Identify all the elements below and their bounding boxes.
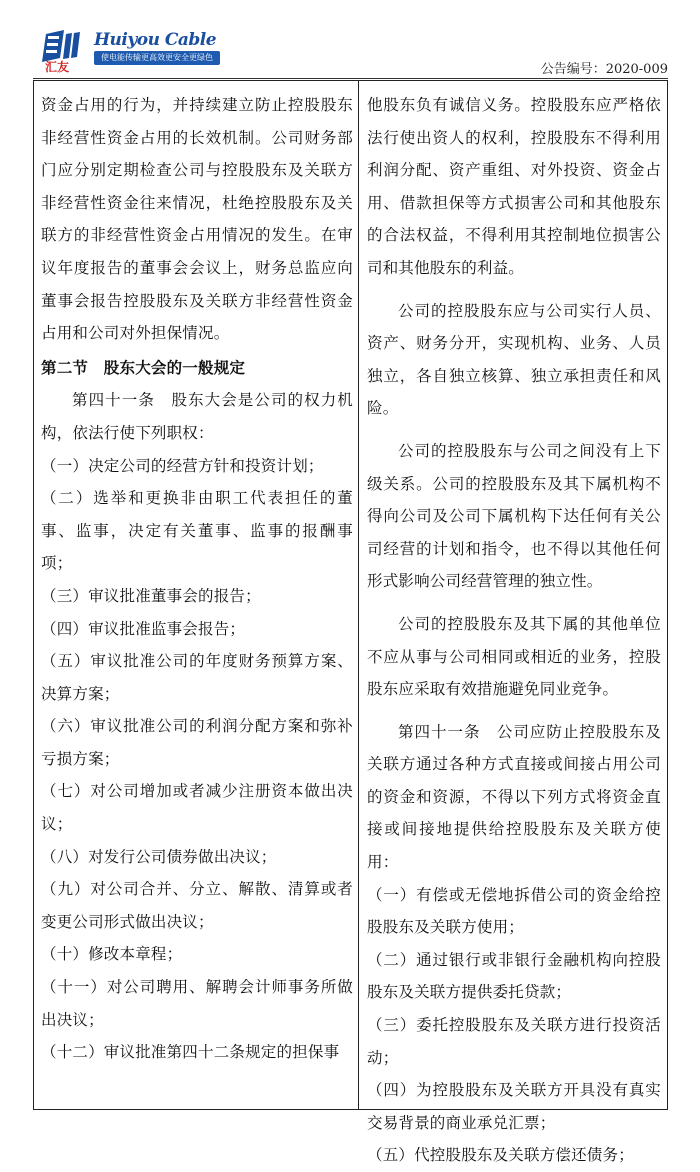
paragraph-competition: 公司的控股股东及其下属的其他单位不应从事与公司相同或相近的业务，控股股东应采取有效措施避免同业竞争。 <box>367 614 661 699</box>
notice-number: 公告编号：2020-009 <box>540 62 668 77</box>
list-item: （七）对公司增加或者减少注册资本做出决议； <box>41 782 353 834</box>
header-rule <box>33 78 668 79</box>
list-item: （三）审议批准董事会的报告； <box>41 586 261 605</box>
paragraph-separation: 公司的控股股东应与公司实行人员、资产、财务分开，实现机构、业务、人员独立，各自独立核算、独立承担责任和风险。 <box>367 301 661 418</box>
list-item: （六）审议批准公司的利润分配方案和弥补亏损方案； <box>41 717 353 768</box>
revised-text-column <box>367 89 661 1172</box>
logo-chinese-name: 汇友 <box>45 60 70 74</box>
list-item: （九）对公司合并、分立、解散、清算或者变更公司形式做出决议； <box>41 880 353 931</box>
paragraph-shareholder-duty: 他股东负有诚信义务。控股股东应严格依法行使出资人的权利，控股股东不得利用利润分配、资产重组、对外投资、资金占用、借款担保等方式损害公司和其他股东的合法权益，不得利用其控制地位损害公司和其他股东的利益。 <box>367 96 661 277</box>
list-item: （五）代控股股东及关联方偿还债务； <box>367 1146 634 1165</box>
section-heading: 第二节 股东大会的一般规定 <box>41 358 246 377</box>
paragraph-fund-occupation: 资金占用的行为，并持续建立防止控股股东非经营性资金占用的长效机制。公司财务部门应分别定期检查公司与控股股东及关联方非经营性资金往来情况，杜绝控股股东及关联方的非经营性资金占用情况的发生。在审议年度报告的董事会会议上，财务总监应向董事会报告控股股东及关联方非经营性资金占用和公司对外担保情况。 <box>41 96 353 343</box>
original-text-column <box>41 89 353 1069</box>
paragraph-independence: 公司的控股股东与公司之间没有上下级关系。公司的控股股东及其下属机构不得向公司及公司下属机构下达任何有关公司经营的计划和指令，也不得以其他任何形式影响公司经营管理的独立性。 <box>367 441 661 591</box>
list-item: （三）委托控股股东及关联方进行投资活动； <box>367 1016 661 1067</box>
list-item: （五）审议批准公司的年度财务预算方案、决算方案； <box>41 652 353 703</box>
logo-wordmark: Huiyou Cable <box>94 30 217 50</box>
list-item: （四）为控股股东及关联方开具没有真实交易背景的商业承兑汇票； <box>367 1081 661 1132</box>
logo-slogan: 使电能传输更高效更安全更绿色 <box>94 51 220 65</box>
list-item: （一）有偿或无偿地拆借公司的资金给控股股东及关联方使用； <box>367 885 661 937</box>
list-item: （二）通过银行或非银行金融机构向控股股东及关联方提供委托贷款； <box>367 950 661 1002</box>
article-41-powers: 第四十一条 股东大会是公司的权力机构，依法行使下列职权： <box>41 391 353 442</box>
page-header <box>0 0 700 80</box>
list-item: （八）对发行公司债券做出决议； <box>41 847 277 866</box>
comparison-table <box>33 80 668 1165</box>
company-logo <box>42 28 222 72</box>
column-divider <box>358 81 359 1109</box>
article-41-fund-prevention: 第四十一条 公司应防止控股股东及关联方通过各种方式直接或间接占用公司的资金和资源，不得以下列方式将资金直接或间接地提供给控股股东及关联方使用： <box>367 722 661 872</box>
list-item: （十一）对公司聘用、解聘会计师事务所做出决议； <box>41 978 353 1029</box>
list-item: （四）审议批准监事会报告； <box>41 619 246 638</box>
list-item: （十二）审议批准第四十二条规定的担保事 <box>41 1043 340 1062</box>
list-item: （二）选举和更换非由职工代表担任的董事、监事，决定有关董事、监事的报酬事项； <box>41 489 353 573</box>
list-item: （一）决定公司的经营方针和投资计划； <box>41 456 324 475</box>
list-item: （十）修改本章程； <box>41 945 183 964</box>
